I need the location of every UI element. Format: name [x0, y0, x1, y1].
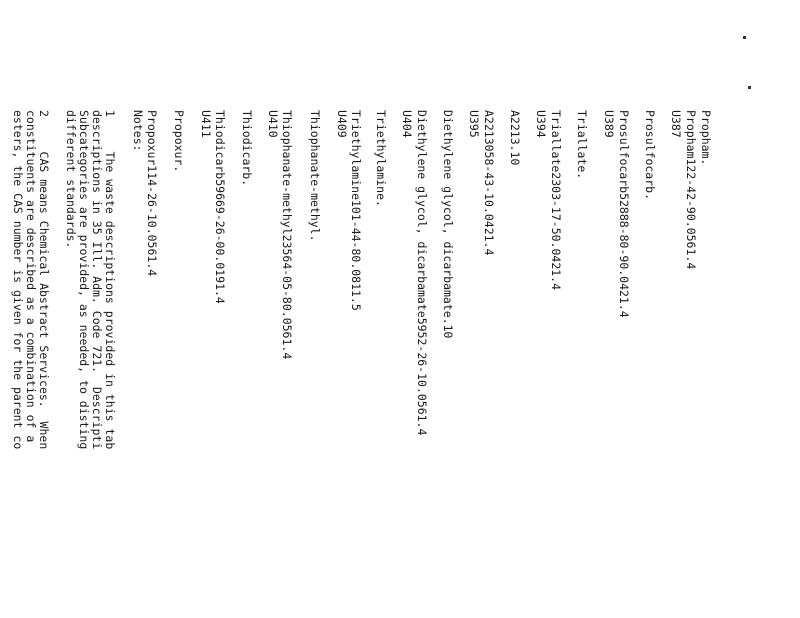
- text-line-triethylamine-heading: Triethylamine.: [374, 110, 388, 207]
- scan-speck-2: [748, 86, 751, 89]
- scan-speck-1: [743, 36, 746, 39]
- text-line-a2213-entry: A2213058-43-10.0421.4: [482, 110, 496, 256]
- text-line-propham-entry: Propham122-42-90.0561.4: [684, 110, 698, 270]
- text-line-propoxur-heading: Propoxur.: [172, 110, 186, 173]
- text-line-u404: U404: [400, 110, 414, 138]
- text-line-a2213-heading: A2213.10: [508, 110, 522, 166]
- text-line-propham-heading: Propham.: [699, 110, 713, 166]
- text-line-note-1a: 1 The waste descriptions provided in this tab: [103, 110, 117, 450]
- text-line-u387: U387: [669, 110, 683, 138]
- text-line-thiophanate-entry: Thiophanate-methyl23564-05-80.0561.4: [280, 110, 294, 360]
- text-line-prosulfocarb-entry: Prosulfocarb52888-80-90.0421.4: [617, 110, 631, 318]
- text-line-note-2c: esters, the CAS number is given for the parent co: [11, 110, 25, 450]
- text-line-u409: U409: [335, 110, 349, 138]
- text-line-note-1b: descriptions in 35 Ill. Adm. Code 721. Descripti: [90, 110, 104, 450]
- text-line-note-1d: different standards.: [64, 110, 78, 249]
- text-line-note-1c: Subcategories are provided, as needed, to disting: [77, 110, 91, 450]
- text-line-prosulfocarb-heading: Prosulfocarb.: [643, 110, 657, 201]
- text-line-triallate-entry: Triallate2303-17-50.0421.4: [549, 110, 563, 291]
- text-line-thiodicarb-heading: Thiodicarb.: [240, 110, 254, 187]
- text-line-u394: U394: [534, 110, 548, 138]
- text-line-diethylene-entry: Diethylene glycol, dicarbamate5952-26-10.0561.4: [415, 110, 429, 436]
- text-line-note-2b: constituents are described as a combination of a: [24, 110, 38, 443]
- text-line-u389: U389: [602, 110, 616, 138]
- text-line-propoxur-entry: Propoxur114-26-10.0561.4: [145, 110, 159, 277]
- text-line-notes-heading: Notes:: [131, 110, 145, 152]
- text-line-u395: U395: [467, 110, 481, 138]
- text-line-diethylene-heading: Diethylene glycol, dicarbamate.10: [441, 110, 455, 339]
- text-line-triethylamine-entry: Triethylamine101-44-80.0811.5: [349, 110, 363, 311]
- text-line-note-2a: 2 CAS means Chemical Abstract Services. When: [37, 110, 51, 450]
- text-line-thiodicarb-entry: Thiodicarb59669-26-00.0191.4: [213, 110, 227, 304]
- text-line-u411: U411: [199, 110, 213, 138]
- text-line-thiophanate-heading: Thiophanate-methyl.: [308, 110, 322, 242]
- text-line-u410: U410: [266, 110, 280, 138]
- text-line-triallate-heading: Triallate.: [575, 110, 589, 180]
- rotated-document-text: [11, 110, 713, 618]
